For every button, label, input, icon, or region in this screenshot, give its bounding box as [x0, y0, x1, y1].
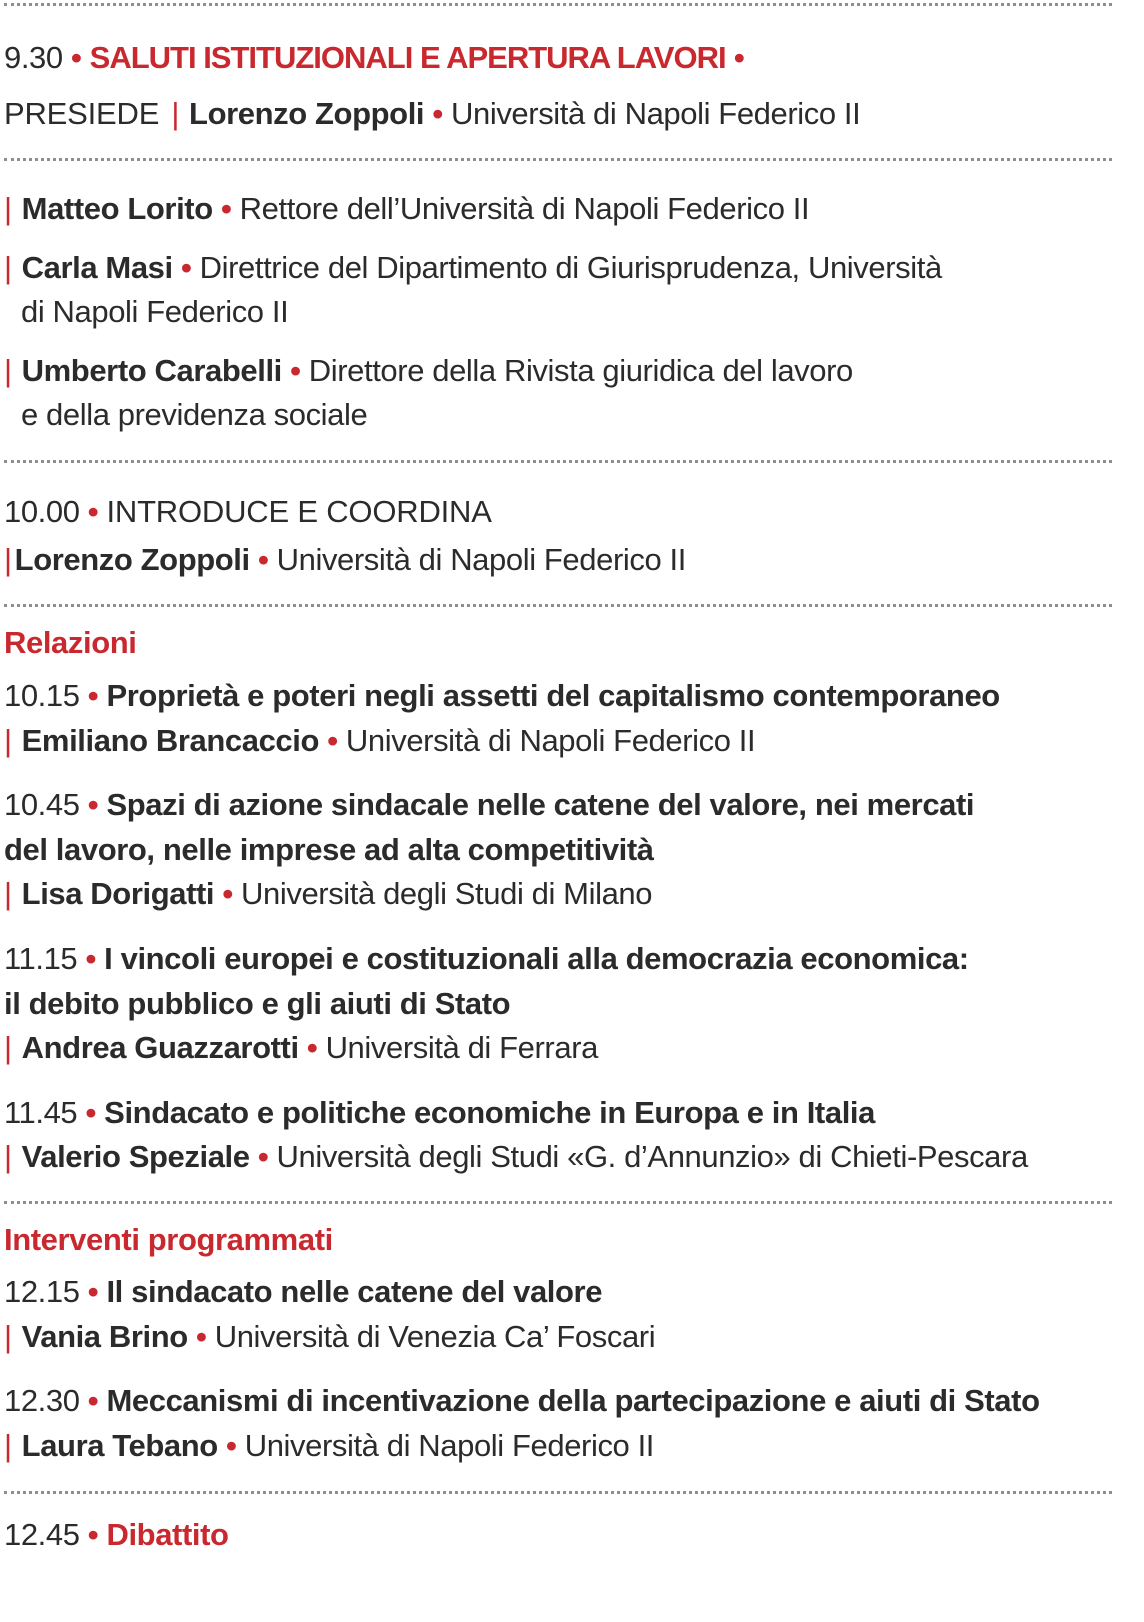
session-time: 10.00	[4, 494, 80, 529]
speaker-name: Carla Masi	[21, 250, 173, 285]
talk-speaker	[4, 1427, 654, 1465]
talk-time: 12.15	[4, 1274, 80, 1309]
bullet-icon: •	[226, 1428, 237, 1463]
talk-title: Spazi di azione sindacale nelle catene del valore, nei mercati	[106, 787, 975, 822]
speaker-affiliation-cont: di Napoli Federico II	[21, 294, 289, 329]
closing-line	[4, 1516, 229, 1554]
bullet-icon: •	[85, 1095, 96, 1130]
speaker-affiliation: Università di Napoli Federico II	[244, 1428, 655, 1463]
speaker-name: Andrea Guazzarotti	[21, 1030, 299, 1065]
speaker-name: Lorenzo Zoppoli	[14, 542, 250, 577]
speaker-affiliation: Direttrice del Dipartimento di Giurisprudenza, Università	[199, 250, 942, 285]
bullet-icon: •	[196, 1319, 207, 1354]
intro-label: INTRODUCE E COORDINA	[106, 494, 492, 529]
chair-label: PRESIEDE	[4, 96, 160, 131]
bullet-icon: •	[87, 1517, 99, 1552]
bullet-icon: •	[87, 787, 99, 822]
talk-title-line	[4, 677, 1000, 715]
bullet-icon: •	[87, 1383, 99, 1418]
bullet-icon: •	[220, 191, 232, 226]
speaker-name: Matteo Lorito	[21, 191, 213, 226]
speaker-name: Umberto Carabelli	[21, 353, 282, 388]
talk-title-cont: del lavoro, nelle imprese ad alta competitività	[4, 832, 654, 867]
talk-time: 10.15	[4, 678, 80, 713]
bullet-icon: •	[85, 941, 96, 976]
greeting-item	[4, 352, 853, 390]
talk-title: Il sindacato nelle catene del valore	[106, 1274, 603, 1309]
talk-time: 12.30	[4, 1383, 80, 1418]
bullet-icon: •	[432, 96, 443, 131]
bullet-icon: •	[257, 1139, 269, 1174]
chair-affiliation: Università di Napoli Federico II	[451, 96, 861, 131]
talk-title: I vincoli europei e costituzionali alla democrazia economica:	[104, 941, 969, 976]
dotted-divider	[4, 1201, 1112, 1204]
separator-icon: |	[4, 353, 12, 388]
talk-time: 11.45	[4, 1095, 78, 1130]
chair-line	[4, 95, 860, 133]
separator-icon: |	[4, 876, 12, 911]
speaker-name: Lisa Dorigatti	[21, 876, 215, 911]
bullet-icon: •	[87, 1274, 99, 1309]
chair-name: Lorenzo Zoppoli	[189, 96, 425, 131]
speaker-affiliation: Università degli Studi «G. d’Annunzio» di Chieti-Pescara	[276, 1139, 1028, 1174]
bullet-icon: •	[180, 250, 192, 285]
talk-speaker	[4, 722, 755, 760]
speaker-affiliation: Rettore dell’Università di Napoli Federico II	[239, 191, 810, 226]
speaker-affiliation: Università di Ferrara	[325, 1030, 598, 1065]
bullet-icon: •	[70, 40, 82, 75]
separator-icon: |	[4, 1428, 12, 1463]
dotted-divider	[4, 1491, 1112, 1494]
bullet-icon: •	[87, 494, 99, 529]
dotted-divider	[4, 604, 1112, 607]
separator-icon: |	[4, 1139, 12, 1174]
separator-icon: |	[4, 250, 12, 285]
closing-title: Dibattito	[106, 1517, 229, 1552]
talk-title-line	[4, 1382, 1040, 1420]
speaker-affiliation: Università di Venezia Ca’ Foscari	[214, 1319, 656, 1354]
talk-speaker	[4, 1138, 1028, 1176]
bullet-icon: •	[306, 1030, 318, 1065]
speaker-affiliation-cont: e della previdenza sociale	[21, 397, 368, 432]
speaker-affiliation: Università degli Studi di Milano	[241, 876, 653, 911]
session-time: 12.45	[4, 1517, 80, 1552]
talk-time: 11.15	[4, 941, 78, 976]
session-time: 9.30	[4, 40, 63, 75]
talk-title-line	[4, 1273, 602, 1311]
separator-icon: |	[4, 1030, 12, 1065]
intro-speaker	[4, 541, 686, 579]
speaker-name: Vania Brino	[21, 1319, 188, 1354]
bullet-icon: •	[327, 723, 338, 758]
speaker-affiliation: Direttore della Rivista giuridica del lavoro	[308, 353, 853, 388]
dotted-divider	[4, 460, 1112, 463]
intro-line	[4, 493, 492, 531]
talk-title-line	[4, 786, 974, 824]
talk-title: Proprietà e poteri negli assetti del capitalismo contemporaneo	[106, 678, 1000, 713]
bullet-icon: •	[222, 876, 233, 911]
opening-line	[4, 39, 744, 77]
speaker-affiliation: Università di Napoli Federico II	[345, 723, 756, 758]
talk-speaker	[4, 1029, 598, 1067]
section-heading-relazioni: Relazioni	[4, 625, 137, 660]
talk-speaker	[4, 1318, 655, 1356]
speaker-name: Laura Tebano	[21, 1428, 218, 1463]
separator-icon: |	[171, 96, 180, 131]
speaker-name: Emiliano Brancaccio	[21, 723, 320, 758]
speaker-name: Valerio Speziale	[21, 1139, 250, 1174]
bullet-icon: •	[87, 678, 99, 713]
session-title: SALUTI ISTITUZIONALI E APERTURA LAVORI	[89, 40, 726, 75]
section-heading-interventi: Interventi programmati	[4, 1222, 333, 1257]
greeting-item	[4, 249, 942, 287]
bullet-icon: •	[733, 40, 745, 75]
talk-title-line	[4, 1094, 875, 1132]
separator-icon: |	[4, 1319, 12, 1354]
dotted-divider	[4, 3, 1112, 6]
dotted-divider	[4, 158, 1112, 161]
talk-title-line	[4, 940, 969, 978]
talk-time: 10.45	[4, 787, 80, 822]
talk-title-cont: il debito pubblico e gli aiuti di Stato	[4, 986, 511, 1021]
bullet-icon: •	[257, 542, 269, 577]
talk-speaker	[4, 875, 652, 913]
separator-icon: |	[4, 191, 12, 226]
separator-icon: |	[4, 542, 12, 577]
talk-title: Meccanismi di incentivazione della partecipazione e aiuti di Stato	[106, 1383, 1040, 1418]
separator-icon: |	[4, 723, 12, 758]
talk-title: Sindacato e politiche economiche in Europa e in Italia	[104, 1095, 875, 1130]
greeting-item	[4, 190, 809, 228]
bullet-icon: •	[290, 353, 301, 388]
speaker-affiliation: Università di Napoli Federico II	[276, 542, 686, 577]
